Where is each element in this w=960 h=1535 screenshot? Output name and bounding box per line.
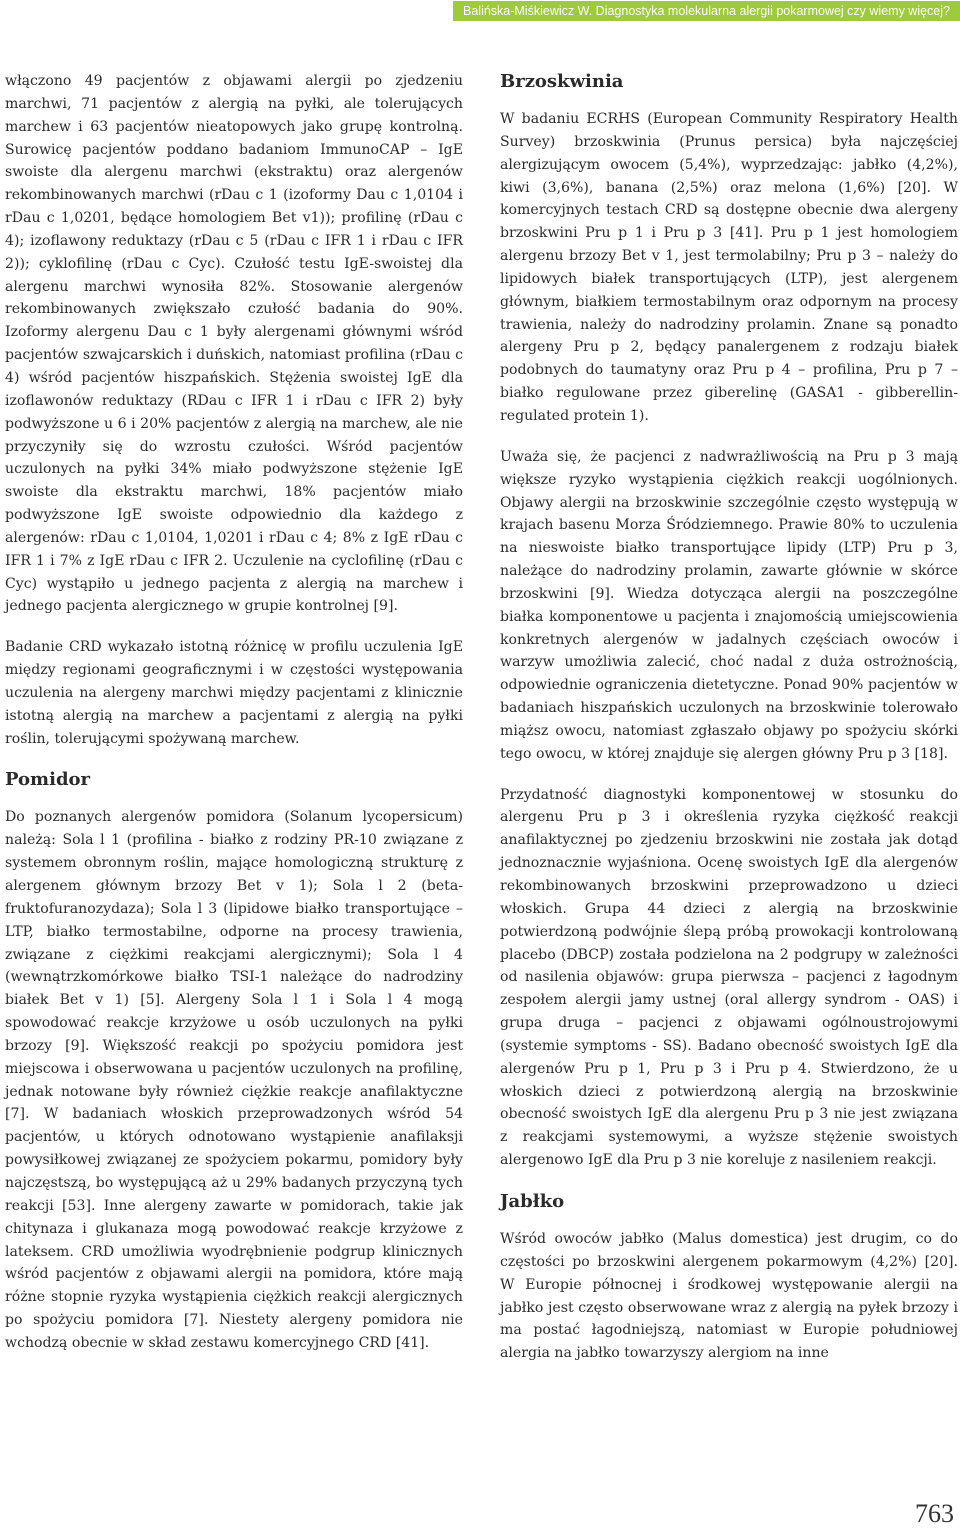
heading-brzoskwinia: Brzoskwinia [500,71,624,92]
paragraph-peach-ltp: Uważa się, że pacjenci z nadwrażliwością na Pru p 3 mają większe ryzyko wystąpienia ciężkich reakcji uogólnionych. Objawy alergii na brzoskwinie szczególnie często występują w krajach basenu Morza Śródziemnego. Prawie 80% to uczulenia na nieswoiste białko transportujące lipidy (LTP) Pru p 3, należące do nadrodziny prolamin, zawarte głównie w skórce brzoskwini [9]. Wiedza dotycząca alergii na poszczególne białka komponentowe u pacjenta i znajomością umiejscowienia konkretnych alergenów w jadalnych częściach owoców i warzyw umożliwia zalecić, choć nadal z duża ostrożnością, odpowiednie ograniczenia dietetyczne. Ponad 90% pacjentów w badaniach hiszpańskich uczulonych na brzoskwinie tolerowało miąższ owocu, natomiast zgłaszało objawy po spożyciu skórki tego owocu, w której znajduje się alergen główny Pru p 3 [18]. [500,448,958,762]
paragraph-crd-carrot: Badanie CRD wykazało istotną różnicę w profilu uczulenia IgE między regionami geograficznymi i w częstości występowania uczulenia na alergeny marchwi między pacjentami z klinicznie istotną alergią na marchew a pacjentami z alergią na pyłki roślin, tolerującymi spożywaną marchew. [5,639,463,747]
paragraph-apple: Wśród owoców jabłko (Malus domestica) jest drugim, co do częstości po brzoskwini alergenem pokarmowym (4,2%) [20]. W Europie północnej i środkowej występowanie alergii na jabłko jest często obserwowane wraz z alergią na pyłek brzozy i ma postać łagodniejszą, natomiast w Europie południowej alergia na jabłko towarzyszy alergiom na inne [500,1230,958,1362]
heading-jablko: Jabłko [500,1190,565,1212]
paragraph-peach-crd: Przydatność diagnostyki komponentowej w stosunku do alergenu Pru p 3 i określenia ryzyka ciężkość reakcji anafilaktycznej po zjedzeniu brzoskwini nie została jak dotąd jednoznacznie wyjaśniona. Ocenę swoistych IgE dla alergenów rekombinowanych brzoskwini przeprowadzono u dzieci włoskich. Grupa 44 dzieci z alergią na brzoskwinie potwierdzoną podwójnie ślepą próbą prowokacji kontrolowaną placebo (DBCP) została podzielona na 2 podgrupy w zależności od nasilenia objawów: grupa pierwsza – pacjenci z łagodnym zespołem alergii jamy ustnej (oral allergy syndrom - OAS) i grupa druga – pacjenci z objawami ogólnoustrojowymi (systemie symptoms - SS). Badano obecność swoistych IgE dla alergenów Pru p 1, Pru p 3 i Pru p 4. Stwierdzono, że u włoskich dzieci z potwierdzoną alergią na brzoskwinie obecność swoistych IgE dla alergenu Pru p 3 nie jest związana z reakcjami systemowymi, a wyższe stężenie swoistych alergenowo IgE dla Pru p 3 nie koreluje z nasileniem reakcji. [500,786,958,1169]
paragraph-peach-ecrhs: W badaniu ECRHS (European Community Respiratory Health Survey) brzoskwinia (Prunus persica) była najczęściej alergizującym owocem (5,4%), wyprzedzając: jabłko (4,2%), kiwi (3,6%), banana (2,5%) oraz melona (1,6%) [20]. W komercyjnych testach CRD są dostępne obecnie dwa alergeny brzoskwini Pru p 1 i Pru p 3 [41]. Pru p 1 jest homologiem alergenu brzozy Bet v 1, jest termolabilny; Pru p 3 – należy do lipidowych białek transportujących (LTP), jest alergenem głównym, białkiem termostabilnym oraz odpornym na procesy trawienia, należy do nadrodziny prolamin. Znane są ponadto alergeny Pru p 2, będący panalergenem z rodzaju białek podobnych do taumatyny oraz Pru p 4 – profilina, Pru p 7 – białko regulowane przez giberelinę (GASA1 - gibberellin-regulated protein 1). [500,111,958,424]
heading-pomidor: Pomidor [5,769,91,791]
paragraph-tomato: Do poznanych alergenów pomidora (Solanum lycopersicum) należą: Sola l 1 (profilina - białko z rodziny PR-10 związane z systemem obronnym roślin, mające homologiczną strukturę z alergenem głównym brzozy Bet v 1); Sola l 2 (beta-fruktofuranozydaza); Sola l 3 (lipidowe białko transportujące – LTP, białko termostabilne, odporne na procesy trawienia, związane z ciężkimi reakcjami alergicznymi); Sola l 4 (wewnątrzkomórkowe białko TSI-1 należące do nadrodziny białek Bet v 1) [5]. Alergeny Sola l 1 i Sola l 4 mogą spowodować reakcje krzyżowe u osób uczulonych na pyłki brzozy [9]. Większość reakcji po spożyciu pomidora jest miejscowa i obserwowana u pacjentów uczulonych na profilinę, jednak notowane były również ciężkie reakcje anafilaktyczne [7]. W badaniach włoskich przeprowadzonych wśród 54 pacjentów, u których odnotowano wystąpienie anafilaksji powysiłkowej związanej ze spożyciem pokarmu, pomidory były najczęstszą, bo występującą aż u 29% badanych przyczyną tych reakcji [53]. Inne alergeny zawarte w pomidorach, takie jak chitynaza i glukanaza mogą powodować reakcje krzyżowe z lateksem. CRD umożliwia wyodrębnienie podgrup klinicznych wśród pacjentów z objawami alergii na pomidora, które mają różne stopnie ryzyka wystąpienia ciężkich reakcji alergicznych po spożyciu pomidora [7]. Niestety alergeny pomidora nie wchodzą obecnie w skład zestawu komercyjnego CRD [41]. [5,809,463,1351]
left-column [5,70,463,1373]
running-title: Balińska-Miśkiewicz W. Diagnostyka molekularna alergii pokarmowej czy wiemy więcej? [453,1,960,21]
running-header [0,0,960,22]
paragraph-carrot-study: włączono 49 pacjentów z objawami alergii po zjedzeniu marchwi, 71 pacjentów z alergią na pyłki, ale tolerujących marchew i 63 pacjentów nieatopowych jako grupę kontrolną. Surowicę pacjentów poddano badaniom ImmunoCAP – IgE swoiste dla alergenu marchwi (ekstraktu) oraz alergenów rekombinowanych marchwi (rDau c 1 (izoformy Dau c 1,0104 i rDau c 1,0201, będące homologiem Bet v1)); profilinę (rDau c 4); izoflawony reduktazy (rDau c 5 (rDau c IFR 1 i rDau c IFR 2)); cyklofilinę (rDau c Cyc). Czułość testu IgE-swoistej dla alergenu marchwi wynosiła 82%. Stosowanie alergenów rekombinowanych zwiększało czułość badania do 90%. Izoformy alergenu Dau c 1 były alergenami głównymi wśród pacjentów szwajcarskich i duńskich, natomiast profilina (rDau c 4) wśród pacjentów hiszpańskich. Stężenia swoistej IgE dla izoflawonów reduktazy (RDau c IFR 1 i rDau c IFR 2) były podwyższone u 6 i 20% pacjentów z alergią na marchew, ale nie przyczyniły się do wzrostu czułości. Wśród pacjentów uczulonych na pyłki 34% miało podwyższone stężenie IgE swoiste dla ekstraktu marchwi, 18% pacjentów miało podwyższone IgE swoiste odpowiednio dla każdego z alergenów: rDau c 1,0104, 1,0201 i rDau c 4; 8% z IgE rDau c IFR 1 i 7% z IgE rDau c IFR 2. Uczulenie na cyclofilinę (rDau c Cyc) wystąpiło u jednego pacjenta z alergią na marchew i jednego pacjenta alergicznego w grupie kontrolnej [9]. [5,73,463,615]
page-number: 763 [915,1499,954,1528]
right-column [500,70,958,1383]
